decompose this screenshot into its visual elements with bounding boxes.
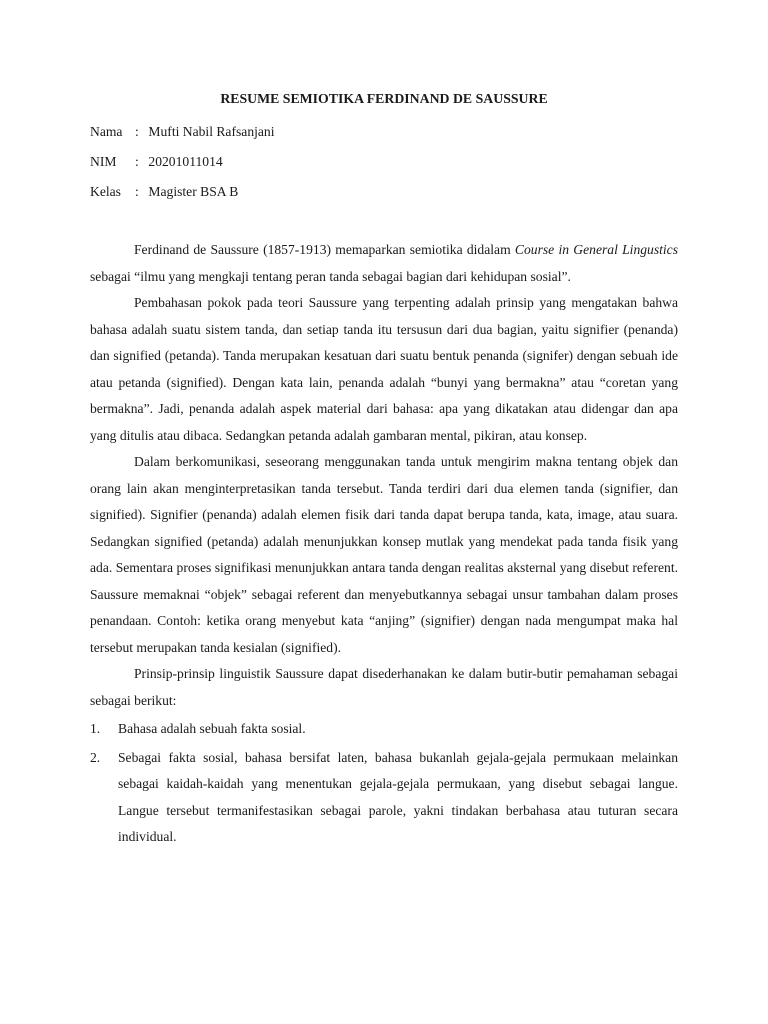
info-label: Kelas (90, 184, 121, 199)
info-separator: : (135, 124, 139, 139)
info-value: 20201011014 (148, 154, 223, 169)
list-item (90, 745, 678, 851)
info-separator: : (135, 154, 139, 169)
info-value: Magister BSA B (148, 184, 239, 199)
info-row-kelas (90, 177, 678, 207)
list-text: Bahasa adalah sebuah fakta sosial. (118, 721, 306, 736)
info-label: Nama (90, 124, 123, 139)
document-page (90, 88, 678, 851)
paragraph-text: sebagai “ilmu yang mengkaji tentang peran tanda sebagai bagian dari kehidupan sosial”. (90, 268, 571, 284)
list-number: 2. (90, 749, 101, 765)
paragraph-text: Ferdinand de Saussure (1857-1913) memaparkan semiotika didalam (134, 242, 515, 257)
paragraph-intro (90, 237, 678, 290)
book-title-italic: Course in General Lingustics (514, 242, 678, 257)
blank-line (90, 207, 678, 237)
paragraph-communication: Dalam berkomunikasi, seseorang menggunakan tanda untuk mengirim makna tentang objek dan orang lain akan menginterpretasikan tanda tersebut. Tanda terdiri dari dua elemen tanda (signifier, dan signified). Signifier (penanda) adalah elemen fisik dari tanda dapat berupa tanda, kata, image, atau suara. Sedangkan signified (petanda) adalah menunjukkan konsep mutlak yang mendekat pada tanda fisik yang ada. Sementara proses signifikasi menunjukkan antara tanda dengan realitas aksternal yang disebut referent. Saussure memaknai “objek” sebagai referent dan menyebutkannya sebagai unsur tambahan dalam proses penandaan. Contoh: ketika orang menyebut kata “anjing” (signifier) dengan nada mengumpat maka hal tersebut merupakan tanda kesialan (signified). (90, 454, 678, 655)
info-separator: : (135, 184, 139, 199)
principles-list (90, 716, 678, 851)
document-title: RESUME SEMIOTIKA FERDINAND DE SAUSSURE (220, 91, 548, 106)
info-row-nim (90, 147, 678, 177)
list-number: 1. (90, 721, 101, 736)
paragraph-sign-system: Pembahasan pokok pada teori Saussure yang terpenting adalah prinsip yang mengatakan bahwa bahasa adalah suatu sistem tanda, dan setiap tanda itu tersusun dari dua bagian, yaitu signifier (penanda) dan signified (petanda). Tanda merupakan kesatuan dari suatu bentuk penanda (signifer) dengan sebuah ide atau petanda (signified). Dengan kata lain, penanda adalah “bunyi yang bermakna” atau “coretan yang bermakna”. Jadi, penanda adalah aspek material dari bahasa: apa yang dikatakan atau didengar dan apa yang ditulis atau dibaca. Sedangkan petanda adalah gambaran mental, pikiran, atau konsep. (90, 295, 678, 443)
paragraph-principles-intro: Prinsip-prinsip linguistik Saussure dapat disederhanakan ke dalam butir-butir pemahaman sebagai sebagai berikut: (90, 666, 678, 708)
info-value: Mufti Nabil Rafsanjani (148, 124, 275, 139)
info-label: NIM (90, 154, 117, 169)
list-text: Sebagai fakta sosial, bahasa bersifat laten, bahasa bukanlah gejala-gejala permukaan melainkan sebagai kaidah-kaidah yang menentukan gejala-gejala permukaan, yang disebut sebagai langue. Langue tersebut termanifestasikan sebagai parole, yakni tindakan berbahasa atau tuturan secara individual. (118, 749, 678, 844)
info-row-nama (90, 117, 678, 147)
list-item (90, 716, 678, 743)
